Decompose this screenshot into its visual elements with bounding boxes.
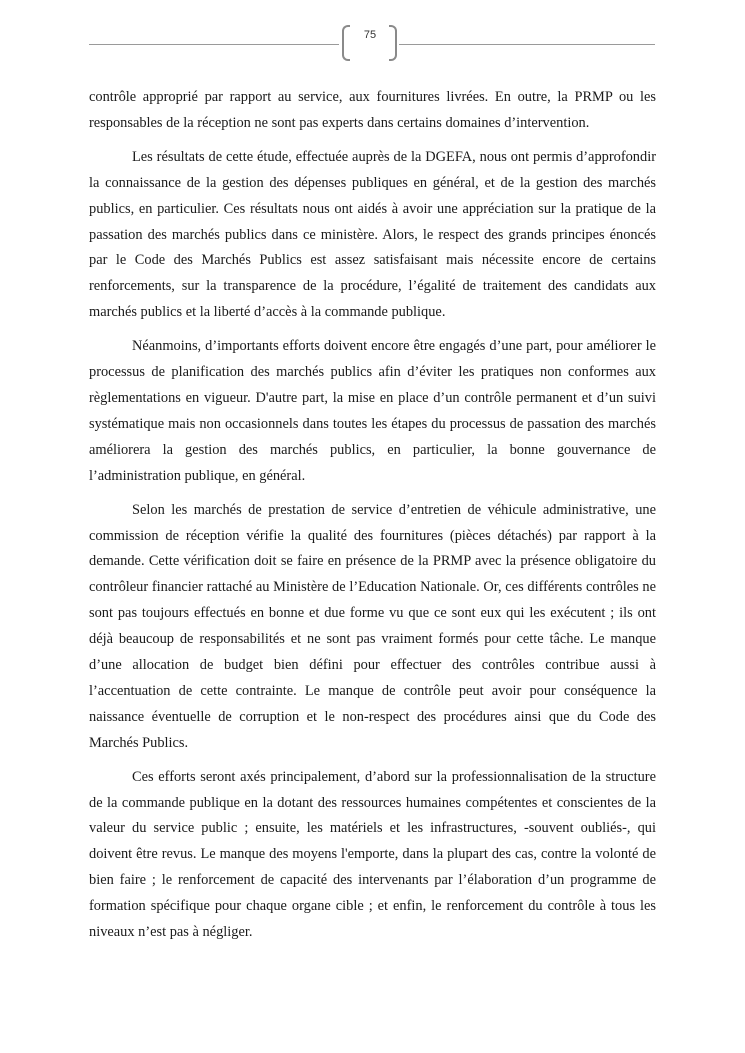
paragraph-vehicle-maintenance: Selon les marchés de prestation de service d’entretien de véhicule administrative, une commission de réception vérifie la qualité des fournitures (pièces détachés) par rapport à la demande. Cette vérification doit se faire en présence de la PRMP avec la présence obligatoire du contrôleur financier rattaché au Ministère de l’Education Nationale. Or, ces différents contrôles ne sont pas toujours effectués en bonne et due forme vu que ce sont eux qui les exécutent ; ils ont déjà beaucoup de responsabilités et ne sont pas vraiment formés pour cette tâche. Le manque d’une allocation de budget bien défini pour effectuer des contrôles contribue aussi à l’accentuation de cette contrainte. Le manque de contrôle peut avoir pour conséquence la naissance éventuelle de corruption et le non-respect des procédures ainsi que du Code des Marchés Publics. [89, 501, 656, 751]
paragraph-study-results: Les résultats de cette étude, effectuée auprès de la DGEFA, nous ont permis d’approfondir la connaissance de la gestion des dépenses publiques en général, et de la gestion des marchés publics, en particulier. Ces résultats nous ont aidés à avoir une appréciation sur la pratique de la passation des marchés publics dans ce ministère. Alors, le respect des grands principes énoncés par le Code des Marchés Publics est assez satisfaisant mais nécessite encore de certains renforcements, sur la transparence de la procédure, l’égalité de traitement des candidats aux marchés publics et la liberté d’accès à la commande publique. [89, 148, 656, 321]
page-number: 75 [363, 29, 377, 41]
page-number-bracket-open [342, 25, 350, 61]
header-rule-right [399, 44, 655, 45]
page-body [89, 85, 656, 954]
page-header [0, 0, 745, 70]
page-number-bracket-close [389, 25, 397, 61]
paragraph-efforts-focus: Ces efforts seront axés principalement, d’abord sur la professionnalisation de la structure de la commande publique en la dotant des ressources humaines compétentes et conscientes de la valeur du service public ; ensuite, les matériels et les infrastructures, -souvent oubliés-, qui doivent être revus. Le manque des moyens l'emporte, dans la plupart des cas, contre la volonté de bien faire ; le renforcement de capacité des intervenants par l’élaboration d’un programme de formation spécifique pour chaque organe cible ; et enfin, le renforcement du contrôle à tous les niveaux n’est pas à négliger. [89, 768, 656, 941]
header-rule-left [89, 44, 339, 45]
paragraph-efforts-needed: Néanmoins, d’importants efforts doivent encore être engagés d’une part, pour améliorer le processus de planification des marchés publics afin d’éviter les pratiques non conformes aux règlementations en vigueur. D'autre part, la mise en place d’un contrôle permanent et d’un suivi systématique mais non occasionnels dans toutes les étapes du processus de passation des marchés améliorera la gestion des marchés publics, en particulier, la bonne gouvernance de l’administration publique, en général. [89, 338, 656, 484]
paragraph-continuation: contrôle approprié par rapport au service, aux fournitures livrées. En outre, la PRMP ou les responsables de la réception ne sont pas experts dans certains domaines d’intervention. [89, 89, 656, 131]
